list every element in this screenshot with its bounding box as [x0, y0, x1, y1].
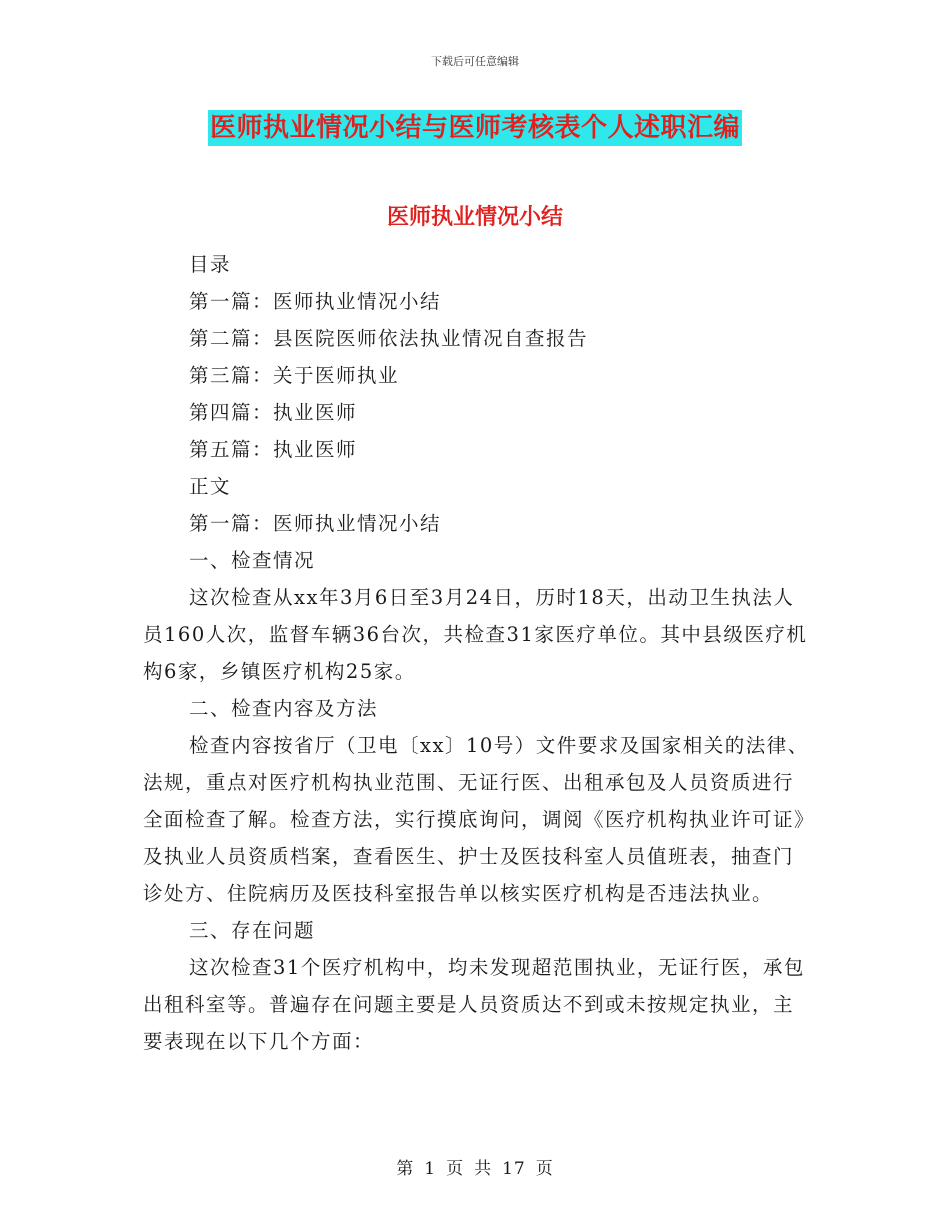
- header-note: 下载后可任意编辑: [431, 55, 519, 68]
- main-title-highlight: 医师执业情况小结与医师考核表个人述职汇编: [208, 110, 742, 146]
- section-title: 医师执业情况小结: [386, 204, 563, 230]
- document-body: [143, 246, 813, 1060]
- toc-item: 第一篇：医师执业情况小结: [189, 290, 442, 313]
- footer-page-word: 页: [446, 1159, 465, 1179]
- page-footer: [0, 1154, 950, 1179]
- toc-item: 第四篇：执业医师: [189, 401, 358, 424]
- section-heading-3: 三、存在问题: [189, 919, 316, 942]
- footer-suffix: 页: [535, 1159, 554, 1179]
- chapter-heading: 第一篇：医师执业情况小结: [189, 512, 442, 535]
- toc-heading: 目录: [189, 253, 232, 276]
- total-pages-number: 17: [502, 1159, 526, 1179]
- section-heading-1: 一、检查情况: [189, 549, 316, 572]
- toc-item: 第二篇：县医院医师依法执业情况自查报告: [189, 327, 589, 350]
- section-heading-2: 二、检查内容及方法: [189, 697, 379, 720]
- document-main-title: [0, 110, 950, 146]
- footer-prefix: 第: [396, 1159, 415, 1179]
- body-heading: 正文: [189, 475, 232, 498]
- paragraph-problems: 这次检查31个医疗机构中，均未发现超范围执业，无证行医，承包出租科室等。普遍存在问题主要是人员资质达不到或未按规定执业，主要表现在以下几个方面：: [143, 956, 805, 1053]
- toc-item: 第五篇：执业医师: [189, 438, 358, 461]
- paragraph-method: 检查内容按省厅（卫电〔xx〕10号）文件要求及国家相关的法律、法规，重点对医疗机构执业范围、无证行医、出租承包及人员资质进行全面检查了解。检查方法，实行摸底询问，调阅《医疗机构执业许可证》及执业人员资质档案，查看医生、护士及医技科室人员值班表，抽查门诊处方、住院病历及医技科室报告单以核实医疗机构是否违法执业。: [143, 734, 809, 905]
- current-page-number: 1: [424, 1159, 437, 1179]
- toc-item: 第三篇：关于医师执业: [189, 364, 400, 387]
- paragraph-inspection: 这次检查从xx年3月6日至3月24日，历时18天，出动卫生执法人员160人次，监督车辆36台次，共检查31家医疗单位。其中县级医疗机构6家，乡镇医疗机构25家。: [143, 586, 808, 683]
- footer-total-word: 共: [474, 1159, 493, 1179]
